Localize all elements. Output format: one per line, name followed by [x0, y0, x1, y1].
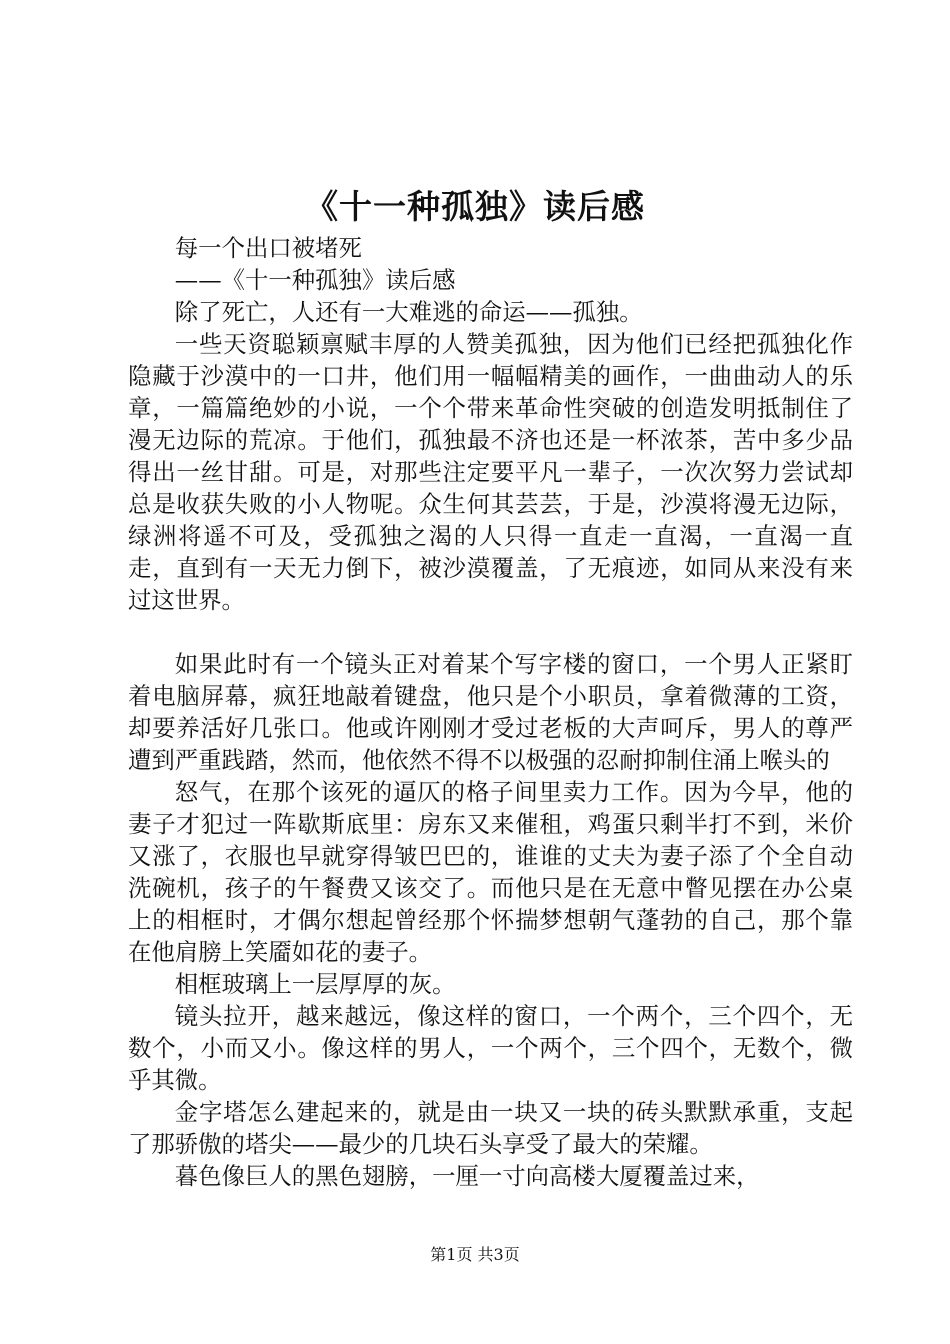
paragraph-opening: 除了死亡，人还有一大难逃的命运——孤独。: [174, 298, 643, 326]
paragraph: 怒气，在那个该死的逼仄的格子间里卖力工作。因为今早，他的妻子才犯过一阵歇斯底里：房东又来催租，鸡蛋只剩半打不到，米价又涨了，衣服也早就穿得皱巴巴的，谁谁的丈夫为妻子添了个全自动洗碗机，孩子的午餐费又该交了。而他只是在无意中瞥见摆在办公桌上的相框时，才偶尔想起曾经那个怀揣梦想朝气蓬勃的自己，那个靠在他肩膀上笑靥如花的妻子。: [128, 778, 853, 966]
paragraph: 如果此时有一个镜头正对着某个写字楼的窗口，一个男人正紧盯着电脑屏幕，疯狂地敲着键盘，他只是个小职员，拿着微薄的工资，却要养活好几张口。他或许刚刚才受过老板的大声呵斥，男人的尊严遭到严重践踏，然而，他依然不得不以极强的忍耐抑制住涌上喉头的: [128, 650, 853, 774]
paragraph: 金字塔怎么建起来的，就是由一块又一块的砖头默默承重，支起了那骄傲的塔尖——最少的几块石头享受了最大的荣耀。: [128, 1098, 853, 1158]
paragraph-gap: [128, 616, 853, 648]
paragraph-subtitle: 每一个出口被堵死: [174, 234, 362, 262]
document-body: [128, 232, 853, 1192]
paragraph-subtitle-source: ——《十一种孤独》读后感: [174, 266, 456, 294]
paragraph: 一些天资聪颖禀赋丰厚的人赞美孤独，因为他们已经把孤独化作隐藏于沙漠中的一口井，他们用一幅幅精美的画作，一曲曲动人的乐章，一篇篇绝妙的小说，一个个带来革命性突破的创造发明抵制住了漫无边际的荒凉。于他们，孤独最不济也还是一杯浓茶，苦中多少品得出一丝甘甜。可是，对那些注定要平凡一辈子，一次次努力尝试却总是收获失败的小人物呢。众生何其芸芸，于是，沙漠将漫无边际，绿洲将遥不可及，受孤独之渴的人只得一直走一直渴，一直渴一直走，直到有一天无力倒下，被沙漠覆盖，了无痕迹，如同从来没有来过这世界。: [128, 330, 853, 614]
page-number: 第1页 共3页: [430, 1245, 520, 1264]
paragraph: 镜头拉开，越来越远，像这样的窗口，一个两个，三个四个，无数个，小而又小。像这样的男人，一个两个，三个四个，无数个，微乎其微。: [128, 1002, 853, 1094]
paragraph: 相框玻璃上一层厚厚的灰。: [174, 970, 456, 998]
paragraph: 暮色像巨人的黑色翅膀，一厘一寸向高楼大厦覆盖过来，: [174, 1162, 760, 1190]
document-title: 《十一种孤独》读后感: [305, 187, 645, 226]
